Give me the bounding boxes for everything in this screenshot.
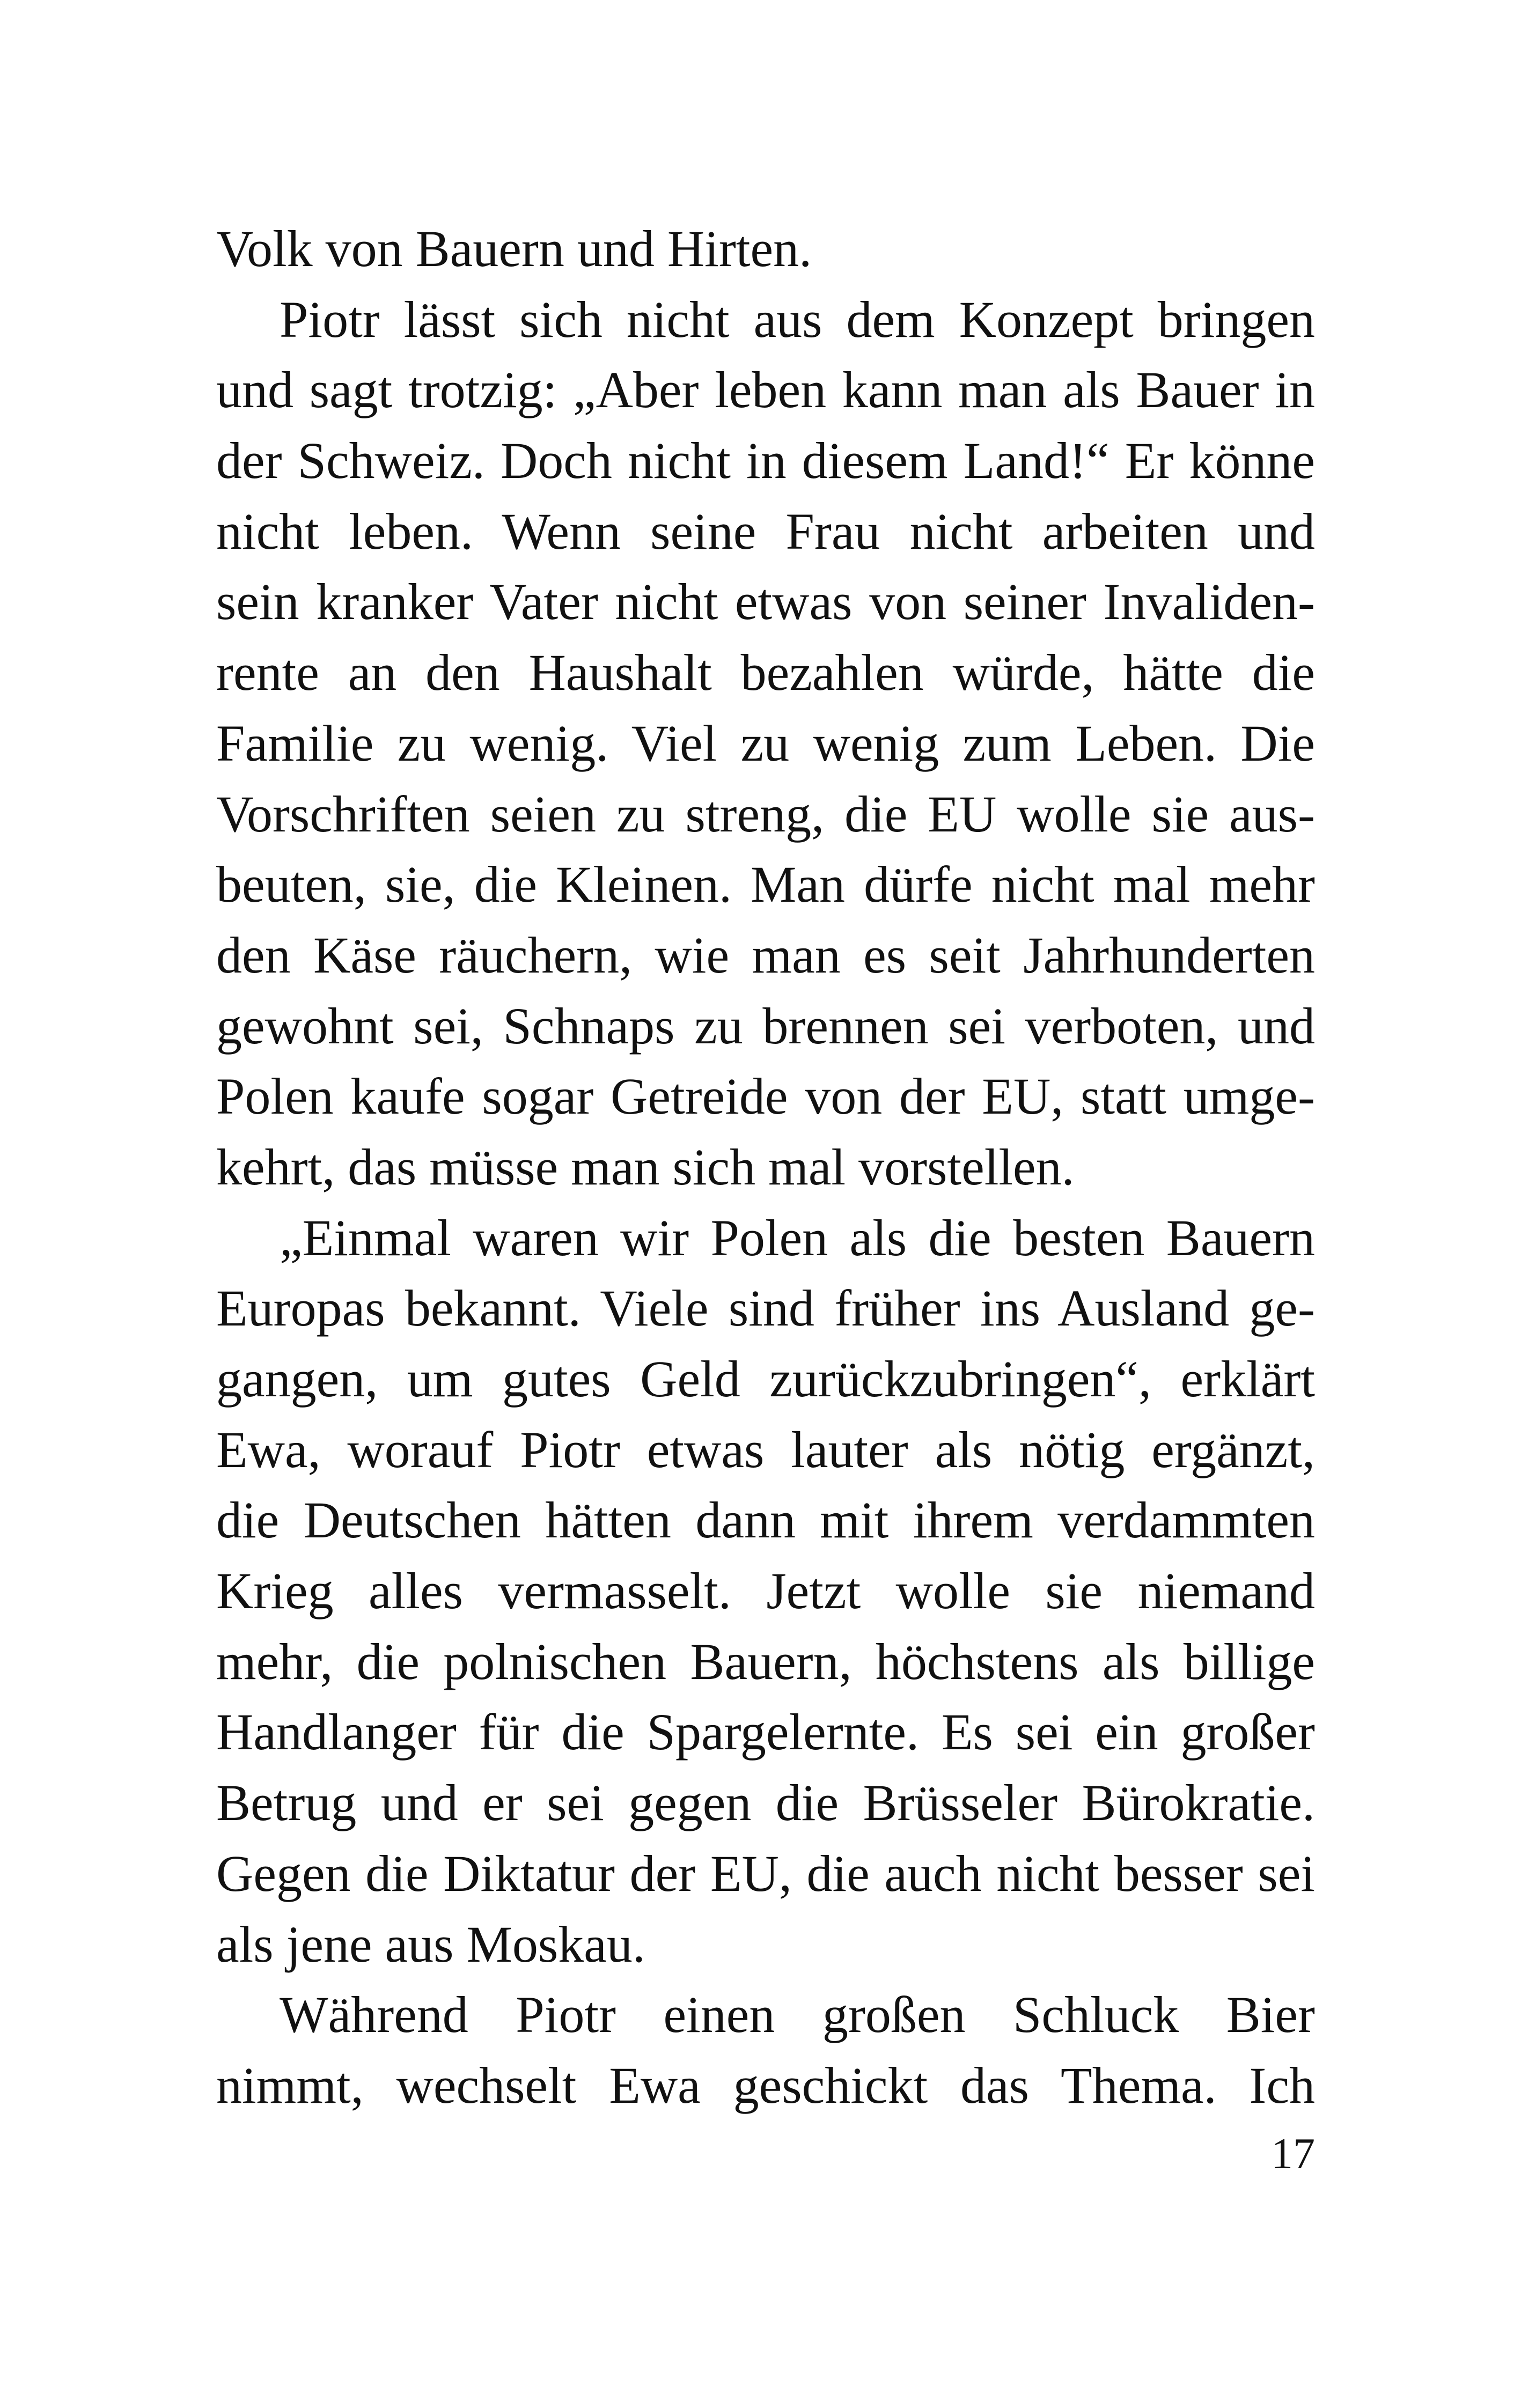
text-line: rente an den Haushalt bezahlen würde, hätte die: [216, 644, 1315, 702]
text-line: gangen, um gutes Geld zurückzubringen“, erklärt: [216, 1350, 1315, 1408]
text-line: Ewa, worauf Piotr etwas lauter als nötig ergänzt,: [216, 1420, 1315, 1478]
text-line: sein kranker Vater nicht etwas von seiner Invaliden-: [216, 573, 1315, 631]
text-line: Polen kaufe sogar Getreide von der EU, statt umge-: [216, 1067, 1315, 1125]
text-line: und sagt trotzig: „Aber leben kann man als Bauer in: [216, 361, 1315, 419]
text-line: Gegen die Diktatur der EU, die auch nicht besser sei: [216, 1844, 1315, 1902]
text-line: kehrt, das müsse man sich mal vorstellen.: [216, 1138, 1075, 1196]
paragraph-first-line: Während Piotr einen großen Schluck Bier: [280, 1986, 1315, 2044]
text-line: nimmt, wechselt Ewa geschickt das Thema. Ich: [216, 2056, 1315, 2114]
text-line: Familie zu wenig. Viel zu wenig zum Leben. Die: [216, 714, 1315, 772]
text-line: Betrug und er sei gegen die Brüsseler Bürokratie.: [216, 1774, 1315, 1832]
text-line: Volk von Bauern und Hirten.: [216, 220, 812, 277]
paragraph-first-line: „Einmal waren wir Polen als die besten Bauern: [280, 1209, 1315, 1266]
text-line: Handlanger für die Spargelernte. Es sei ein großer: [216, 1703, 1315, 1761]
paragraph-first-line: Piotr lässt sich nicht aus dem Konzept bringen: [280, 290, 1315, 348]
text-line: beuten, sie, die Kleinen. Man dürfe nicht mal mehr: [216, 856, 1315, 914]
text-line: nicht leben. Wenn seine Frau nicht arbeiten und: [216, 502, 1315, 560]
text-line: der Schweiz. Doch nicht in diesem Land!“ Er könne: [216, 432, 1315, 490]
text-line: Vorschriften seien zu streng, die EU wolle sie aus-: [216, 785, 1315, 843]
text-line: den Käse räuchern, wie man es seit Jahrhunderten: [216, 926, 1315, 984]
text-line: mehr, die polnischen Bauern, höchstens als billige: [216, 1632, 1315, 1690]
text-line: als jene aus Moskau.: [216, 1915, 645, 1973]
text-line: Krieg alles vermasselt. Jetzt wolle sie niemand: [216, 1562, 1315, 1620]
page-number: 17: [1271, 2129, 1315, 2178]
text-line: Europas bekannt. Viele sind früher ins Ausland ge-: [216, 1279, 1315, 1337]
text-line: die Deutschen hätten dann mit ihrem verdammten: [216, 1491, 1315, 1549]
text-line: gewohnt sei, Schnaps zu brennen sei verboten, und: [216, 997, 1315, 1055]
body-text: [216, 213, 1315, 2121]
